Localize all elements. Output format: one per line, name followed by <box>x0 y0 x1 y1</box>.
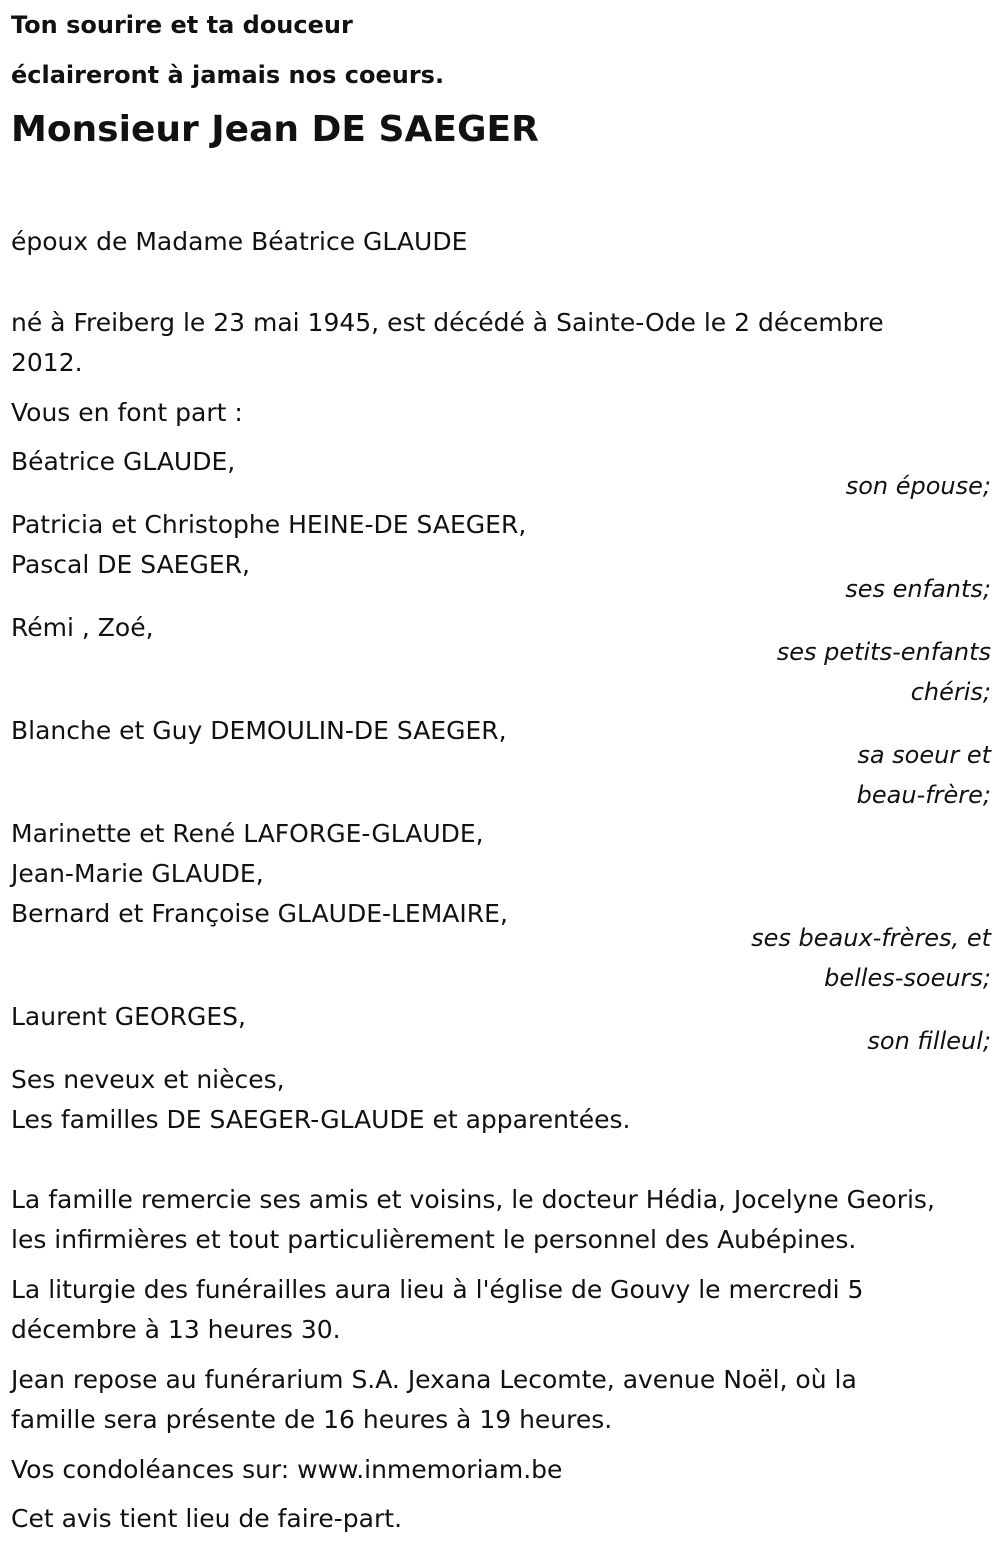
family-name: Béatrice GLAUDE, <box>11 447 236 476</box>
family-relation: son épouse; <box>845 472 991 500</box>
family-relation: ses beaux-frères, et <box>751 924 991 952</box>
spouse-line: époux de Madame Béatrice GLAUDE <box>11 227 468 256</box>
family-name: Jean-Marie GLAUDE, <box>11 859 264 888</box>
family-relation: ses petits-enfants <box>776 638 991 666</box>
family-name: Blanche et Guy DEMOULIN-DE SAEGER, <box>11 716 507 745</box>
family-relation: ses enfants; <box>845 575 991 603</box>
funerarium-line-2: famille sera présente de 16 heures à 19 heures. <box>11 1405 613 1434</box>
condolences-line: Vos condoléances sur: www.inmemoriam.be <box>11 1455 563 1484</box>
birth-death-line-1: né à Freiberg le 23 mai 1945, est décédé à Sainte-Ode le 2 décembre <box>11 308 884 337</box>
announce-intro: Vous en font part : <box>11 398 243 427</box>
liturgy-line-1: La liturgie des funérailles aura lieu à l'église de Gouvy le mercredi 5 <box>11 1275 864 1304</box>
thanks-line-1: La famille remercie ses amis et voisins, le docteur Hédia, Jocelyne Georis, <box>11 1185 935 1214</box>
family-name: Marinette et René LAFORGE-GLAUDE, <box>11 819 484 848</box>
quote-line-2: éclaireront à jamais nos coeurs. <box>11 61 445 89</box>
family-name: Bernard et Françoise GLAUDE-LEMAIRE, <box>11 899 508 928</box>
family-name: Pascal DE SAEGER, <box>11 550 250 579</box>
extended-family-line-1: Ses neveux et nièces, <box>11 1065 285 1094</box>
family-name: Rémi , Zoé, <box>11 613 154 642</box>
liturgy-line-2: décembre à 13 heures 30. <box>11 1315 341 1344</box>
family-name: Laurent GEORGES, <box>11 1002 246 1031</box>
funerarium-line-1: Jean repose au funérarium S.A. Jexana Lecomte, avenue Noël, où la <box>11 1365 857 1394</box>
family-name: Patricia et Christophe HEINE-DE SAEGER, <box>11 510 527 539</box>
family-relation: chéris; <box>910 678 991 706</box>
birth-death-line-2: 2012. <box>11 348 83 377</box>
closing-line: Cet avis tient lieu de faire-part. <box>11 1504 403 1533</box>
family-relation: son filleul; <box>867 1027 991 1055</box>
family-relation: sa soeur et <box>857 741 991 769</box>
family-relation: belles-soeurs; <box>824 964 991 992</box>
family-relation: beau-frère; <box>856 781 991 809</box>
deceased-name: Monsieur Jean DE SAEGER <box>11 109 539 150</box>
thanks-line-2: les infirmières et tout particulièrement le personnel des Aubépines. <box>11 1225 857 1254</box>
extended-family-line-2: Les familles DE SAEGER-GLAUDE et apparentées. <box>11 1105 631 1134</box>
quote-line-1: Ton sourire et ta douceur <box>11 11 353 39</box>
